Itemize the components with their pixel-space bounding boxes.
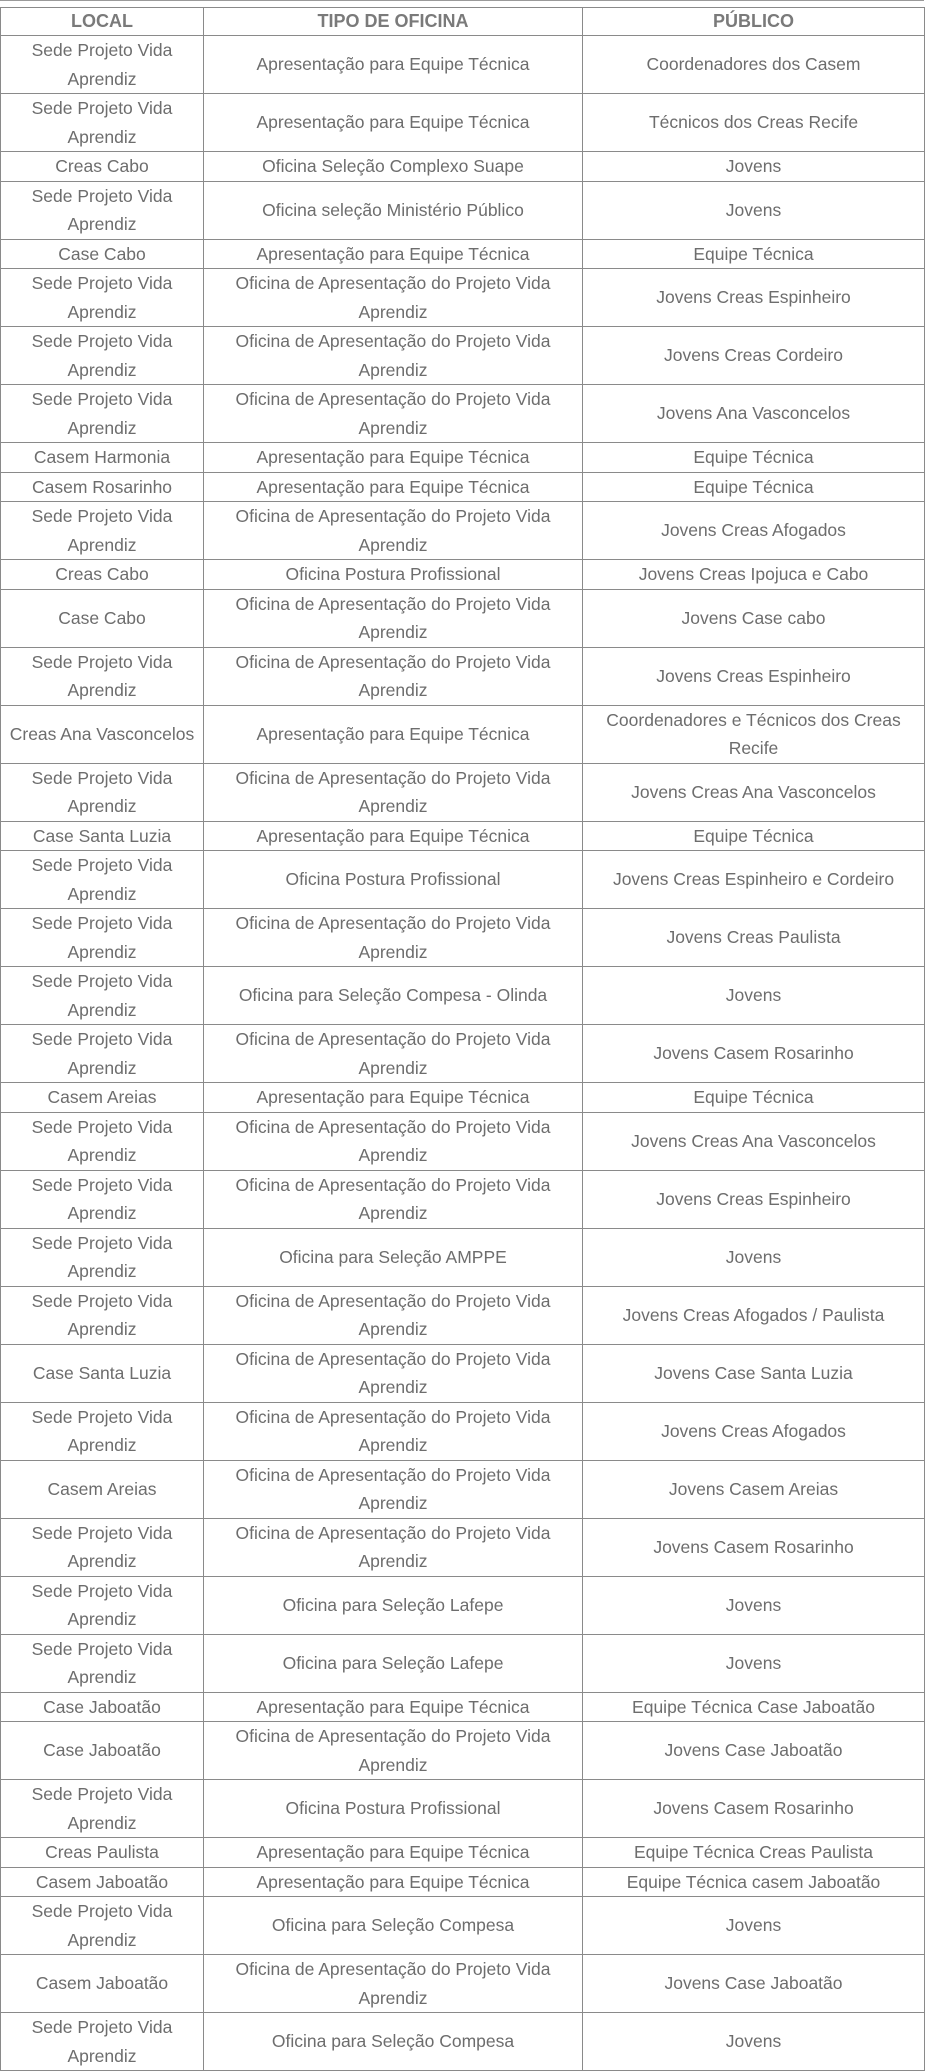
cell-publico: Coordenadores e Técnicos dos Creas Recife [583,705,925,763]
cell-local: Sede Projeto Vida Aprendiz [1,909,204,967]
cell-local: Sede Projeto Vida Aprendiz [1,763,204,821]
cell-tipo-de-oficina: Oficina de Apresentação do Projeto Vida Aprendiz [204,1722,583,1780]
cell-local: Case Cabo [1,239,204,269]
cell-tipo-de-oficina: Oficina para Seleção Compesa [204,2013,583,2071]
cell-tipo-de-oficina: Oficina seleção Ministério Público [204,181,583,239]
cell-publico: Jovens [583,1576,925,1634]
cell-publico: Jovens Ana Vasconcelos [583,385,925,443]
table-row [1,589,925,647]
cell-local: Sede Projeto Vida Aprendiz [1,1518,204,1576]
cell-tipo-de-oficina: Oficina de Apresentação do Projeto Vida Aprendiz [204,502,583,560]
cell-publico: Técnicos dos Creas Recife [583,94,925,152]
table-row [1,1780,925,1838]
cell-publico: Coordenadores dos Casem [583,36,925,94]
cell-publico: Equipe Técnica [583,821,925,851]
table-row [1,1897,925,1955]
cell-tipo-de-oficina: Apresentação para Equipe Técnica [204,821,583,851]
cell-local: Sede Projeto Vida Aprendiz [1,1112,204,1170]
cell-publico: Jovens Case cabo [583,589,925,647]
cell-publico: Jovens [583,181,925,239]
cell-tipo-de-oficina: Oficina para Seleção Lafepe [204,1634,583,1692]
table-row [1,1402,925,1460]
top-edge-line [0,0,924,1]
cell-local: Sede Projeto Vida Aprendiz [1,1780,204,1838]
cell-local: Sede Projeto Vida Aprendiz [1,385,204,443]
cell-publico: Jovens [583,967,925,1025]
cell-local: Sede Projeto Vida Aprendiz [1,1634,204,1692]
cell-tipo-de-oficina: Apresentação para Equipe Técnica [204,1083,583,1113]
table-row [1,472,925,502]
table-row [1,502,925,560]
table-row [1,152,925,182]
cell-local: Sede Projeto Vida Aprendiz [1,1897,204,1955]
cell-local: Casem Areias [1,1460,204,1518]
cell-publico: Jovens Case Jaboatão [583,1955,925,2013]
cell-local: Creas Ana Vasconcelos [1,705,204,763]
cell-tipo-de-oficina: Oficina de Apresentação do Projeto Vida Aprendiz [204,1286,583,1344]
cell-local: Creas Cabo [1,560,204,590]
cell-tipo-de-oficina: Oficina de Apresentação do Projeto Vida Aprendiz [204,1460,583,1518]
table-row [1,821,925,851]
cell-local: Sede Projeto Vida Aprendiz [1,967,204,1025]
header-local: LOCAL [1,8,204,36]
cell-publico: Jovens Creas Cordeiro [583,327,925,385]
cell-publico: Equipe Técnica casem Jaboatão [583,1867,925,1897]
table-row [1,1838,925,1868]
cell-publico: Jovens [583,2013,925,2071]
cell-local: Case Cabo [1,589,204,647]
cell-local: Sede Projeto Vida Aprendiz [1,1402,204,1460]
table-row [1,239,925,269]
table-row [1,967,925,1025]
cell-local: Casem Jaboatão [1,1955,204,2013]
table-row [1,1518,925,1576]
table-row [1,647,925,705]
cell-local: Casem Areias [1,1083,204,1113]
cell-tipo-de-oficina: Oficina de Apresentação do Projeto Vida Aprendiz [204,385,583,443]
cell-publico: Jovens Creas Espinheiro [583,647,925,705]
cell-publico: Jovens Creas Paulista [583,909,925,967]
cell-publico: Equipe Técnica [583,1083,925,1113]
cell-publico: Jovens Creas Afogados [583,502,925,560]
cell-local: Casem Harmonia [1,443,204,473]
table-row [1,443,925,473]
cell-publico: Equipe Técnica Creas Paulista [583,1838,925,1868]
table-row [1,385,925,443]
cell-tipo-de-oficina: Oficina Postura Profissional [204,851,583,909]
cell-local: Sede Projeto Vida Aprendiz [1,327,204,385]
cell-tipo-de-oficina: Oficina para Seleção AMPPE [204,1228,583,1286]
table-row [1,1576,925,1634]
cell-tipo-de-oficina: Apresentação para Equipe Técnica [204,1692,583,1722]
cell-publico: Equipe Técnica Case Jaboatão [583,1692,925,1722]
cell-tipo-de-oficina: Oficina de Apresentação do Projeto Vida Aprendiz [204,1025,583,1083]
cell-tipo-de-oficina: Oficina de Apresentação do Projeto Vida Aprendiz [204,1112,583,1170]
cell-publico: Jovens Creas Afogados [583,1402,925,1460]
header-tipo-de-oficina: TIPO DE OFICINA [204,8,583,36]
cell-publico: Jovens Creas Ana Vasconcelos [583,1112,925,1170]
cell-tipo-de-oficina: Apresentação para Equipe Técnica [204,705,583,763]
table-row [1,94,925,152]
table-row [1,1112,925,1170]
cell-publico: Jovens Creas Afogados / Paulista [583,1286,925,1344]
cell-tipo-de-oficina: Oficina de Apresentação do Projeto Vida Aprendiz [204,1170,583,1228]
table-body [1,36,925,2071]
cell-publico: Jovens Creas Ipojuca e Cabo [583,560,925,590]
cell-tipo-de-oficina: Oficina de Apresentação do Projeto Vida Aprendiz [204,1518,583,1576]
table-row [1,36,925,94]
cell-publico: Jovens Creas Ana Vasconcelos [583,763,925,821]
table-row [1,560,925,590]
table-row [1,763,925,821]
cell-tipo-de-oficina: Apresentação para Equipe Técnica [204,443,583,473]
cell-publico: Jovens Creas Espinheiro e Cordeiro [583,851,925,909]
cell-publico: Jovens [583,152,925,182]
table-row [1,1722,925,1780]
table-row [1,1228,925,1286]
cell-tipo-de-oficina: Oficina Seleção Complexo Suape [204,152,583,182]
cell-tipo-de-oficina: Oficina Postura Profissional [204,1780,583,1838]
cell-publico: Jovens [583,1897,925,1955]
table-row [1,1286,925,1344]
cell-tipo-de-oficina: Oficina de Apresentação do Projeto Vida Aprendiz [204,327,583,385]
cell-publico: Equipe Técnica [583,239,925,269]
cell-tipo-de-oficina: Oficina de Apresentação do Projeto Vida Aprendiz [204,763,583,821]
cell-publico: Jovens Case Santa Luzia [583,1344,925,1402]
table-header-row [1,8,925,36]
cell-publico: Jovens Creas Espinheiro [583,269,925,327]
cell-local: Sede Projeto Vida Aprendiz [1,1576,204,1634]
cell-local: Casem Jaboatão [1,1867,204,1897]
cell-local: Sede Projeto Vida Aprendiz [1,1286,204,1344]
cell-publico: Equipe Técnica [583,472,925,502]
table-row [1,327,925,385]
cell-local: Sede Projeto Vida Aprendiz [1,851,204,909]
header-publico: PÚBLICO [583,8,925,36]
table-row [1,851,925,909]
cell-local: Sede Projeto Vida Aprendiz [1,1170,204,1228]
cell-publico: Jovens Creas Espinheiro [583,1170,925,1228]
table-row [1,705,925,763]
table-row [1,1867,925,1897]
table-row [1,1083,925,1113]
table-row [1,1955,925,2013]
cell-tipo-de-oficina: Oficina Postura Profissional [204,560,583,590]
cell-local: Sede Projeto Vida Aprendiz [1,181,204,239]
table-row [1,269,925,327]
cell-tipo-de-oficina: Oficina para Seleção Compesa - Olinda [204,967,583,1025]
cell-local: Sede Projeto Vida Aprendiz [1,36,204,94]
cell-local: Creas Paulista [1,1838,204,1868]
cell-tipo-de-oficina: Oficina de Apresentação do Projeto Vida Aprendiz [204,1402,583,1460]
cell-tipo-de-oficina: Apresentação para Equipe Técnica [204,94,583,152]
cell-publico: Jovens Case Jaboatão [583,1722,925,1780]
cell-tipo-de-oficina: Apresentação para Equipe Técnica [204,239,583,269]
table-row [1,1634,925,1692]
cell-local: Sede Projeto Vida Aprendiz [1,502,204,560]
cell-tipo-de-oficina: Apresentação para Equipe Técnica [204,472,583,502]
cell-publico: Jovens Casem Areias [583,1460,925,1518]
cell-tipo-de-oficina: Oficina de Apresentação do Projeto Vida Aprendiz [204,269,583,327]
cell-local: Sede Projeto Vida Aprendiz [1,269,204,327]
table-row [1,1170,925,1228]
table-row [1,1692,925,1722]
cell-local: Creas Cabo [1,152,204,182]
cell-publico: Equipe Técnica [583,443,925,473]
table-row [1,1344,925,1402]
cell-tipo-de-oficina: Oficina de Apresentação do Projeto Vida Aprendiz [204,909,583,967]
table-row [1,909,925,967]
cell-tipo-de-oficina: Apresentação para Equipe Técnica [204,1838,583,1868]
table-row [1,181,925,239]
cell-tipo-de-oficina: Oficina para Seleção Lafepe [204,1576,583,1634]
cell-local: Case Santa Luzia [1,821,204,851]
table-row [1,1460,925,1518]
cell-publico: Jovens [583,1228,925,1286]
cell-publico: Jovens [583,1634,925,1692]
cell-local: Sede Projeto Vida Aprendiz [1,1025,204,1083]
cell-tipo-de-oficina: Oficina de Apresentação do Projeto Vida Aprendiz [204,647,583,705]
cell-local: Case Santa Luzia [1,1344,204,1402]
cell-publico: Jovens Casem Rosarinho [583,1780,925,1838]
cell-tipo-de-oficina: Oficina de Apresentação do Projeto Vida Aprendiz [204,589,583,647]
cell-local: Sede Projeto Vida Aprendiz [1,2013,204,2071]
table-row [1,1025,925,1083]
cell-tipo-de-oficina: Apresentação para Equipe Técnica [204,1867,583,1897]
cell-local: Case Jaboatão [1,1722,204,1780]
cell-local: Sede Projeto Vida Aprendiz [1,94,204,152]
cell-tipo-de-oficina: Oficina de Apresentação do Projeto Vida Aprendiz [204,1955,583,2013]
cell-local: Casem Rosarinho [1,472,204,502]
table-row [1,2013,925,2071]
cell-local: Sede Projeto Vida Aprendiz [1,647,204,705]
cell-publico: Jovens Casem Rosarinho [583,1025,925,1083]
oficinas-table [0,7,925,2071]
cell-publico: Jovens Casem Rosarinho [583,1518,925,1576]
cell-tipo-de-oficina: Oficina para Seleção Compesa [204,1897,583,1955]
cell-local: Case Jaboatão [1,1692,204,1722]
cell-tipo-de-oficina: Apresentação para Equipe Técnica [204,36,583,94]
cell-local: Sede Projeto Vida Aprendiz [1,1228,204,1286]
cell-tipo-de-oficina: Oficina de Apresentação do Projeto Vida Aprendiz [204,1344,583,1402]
